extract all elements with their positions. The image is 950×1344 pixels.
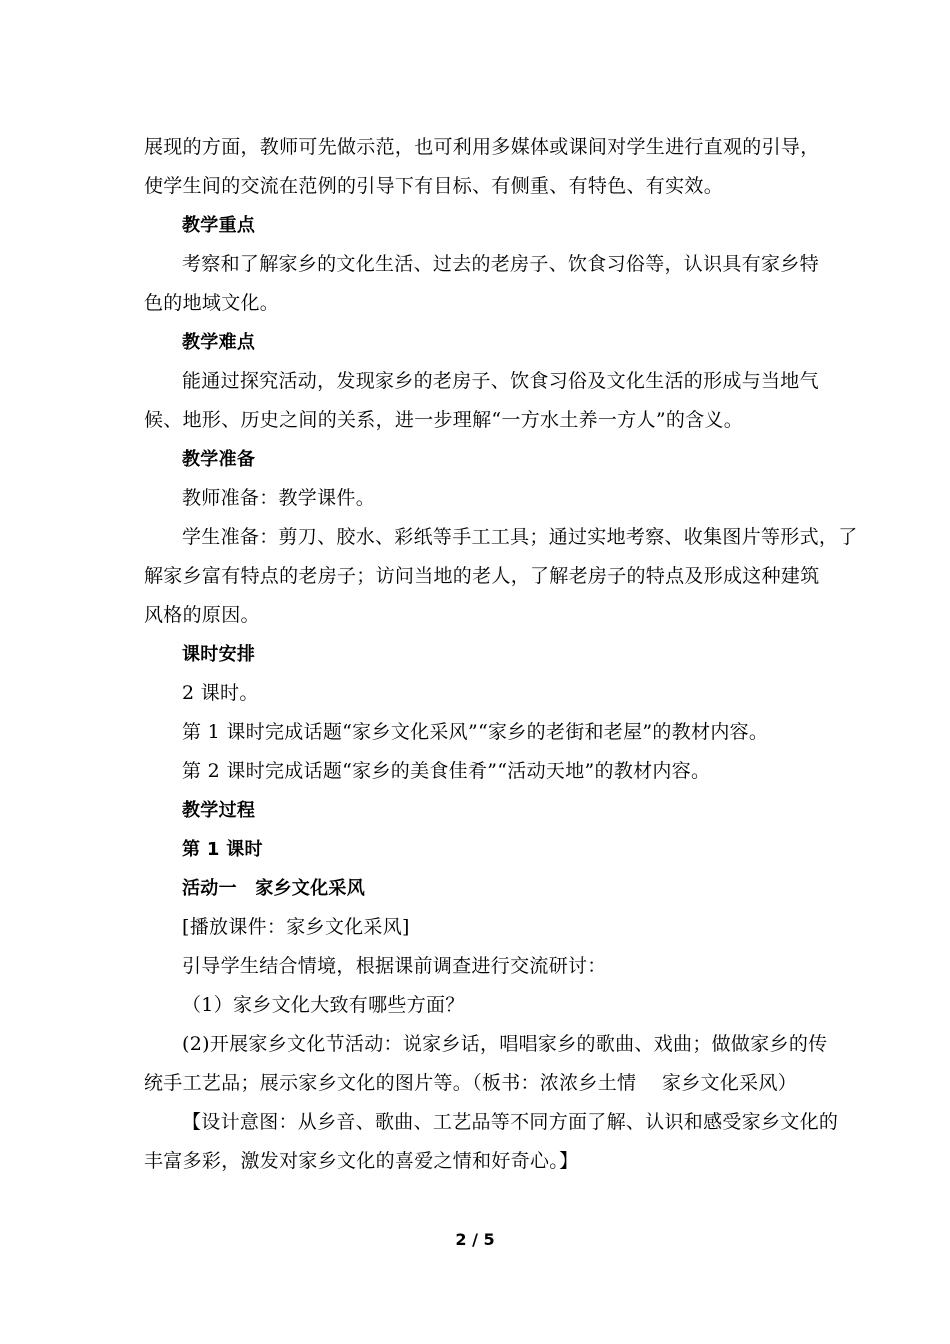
courseware-note: [播放课件：家乡文化采风] [182,916,410,938]
intro-line-1: 展现的方面，教师可先做示范，也可利用多媒体或课间对学生进行直观的引导， [144,136,820,158]
student-preparation-line-3: 风格的原因。 [144,604,260,626]
focus-line-1: 考察和了解家乡的文化生活、过去的老房子、饮食习俗等，认识具有家乡特 [182,253,819,275]
teacher-preparation: 教师准备：教学课件。 [182,487,376,509]
intro-line-2: 使学生间的交流在范例的引导下有目标、有侧重、有特色、有实效。 [144,175,724,197]
design-intent-line-2: 丰富多彩，激发对家乡文化的喜爱之情和好奇心。】 [144,1150,579,1172]
schedule-line-3: 第 2 课时完成话题“家乡的美食佳肴”“活动天地”的教材内容。 [182,760,711,782]
process-heading: 教学过程 [182,800,256,821]
focus-line-2: 色的地域文化。 [144,292,280,314]
schedule-line-1: 2 课时。 [182,682,259,704]
guidance-line: 引导学生结合情境，根据课前调查进行交流研讨： [182,955,607,977]
difficulty-heading: 教学难点 [182,332,256,353]
difficulty-line-1: 能通过探究活动，发现家乡的老房子、饮食习俗及文化生活的形成与当地气 [182,370,819,392]
student-preparation-line-2: 解家乡富有特点的老房子；访问当地的老人，了解老房子的特点及形成这种建筑 [144,565,820,587]
question-item-1: （1）家乡文化大致有哪些方面？ [182,994,465,1016]
student-preparation-line-1: 学生准备：剪刀、胶水、彩纸等手工工具；通过实地考察、收集图片等形式，了 [182,526,858,548]
design-intent-line-1: 【设计意图：从乡音、歌曲、工艺品等不同方面了解、认识和感受家乡文化的 [182,1111,839,1133]
difficulty-line-2: 候、地形、历史之间的关系，进一步理解“一方水土养一方人”的含义。 [144,409,744,431]
question-item-2-line-2: 统手工艺品；展示家乡文化的图片等。（板书：浓浓乡土情 家乡文化采风） [144,1072,798,1094]
focus-heading: 教学重点 [182,215,256,236]
page-number: 2 / 5 [455,1230,495,1249]
document-page [144,128,858,1181]
activity-heading: 活动一 家乡文化采风 [182,878,365,899]
schedule-line-2: 第 1 课时完成话题“家乡文化采风”“家乡的老街和老屋”的教材内容。 [182,721,769,743]
schedule-heading: 课时安排 [182,644,256,665]
question-item-2-line-1: (2)开展家乡文化节活动：说家乡话，唱唱家乡的歌曲、戏曲；做做家乡的传 [182,1033,828,1055]
lesson-heading: 第 1 课时 [182,839,263,860]
preparation-heading: 教学准备 [182,449,256,470]
